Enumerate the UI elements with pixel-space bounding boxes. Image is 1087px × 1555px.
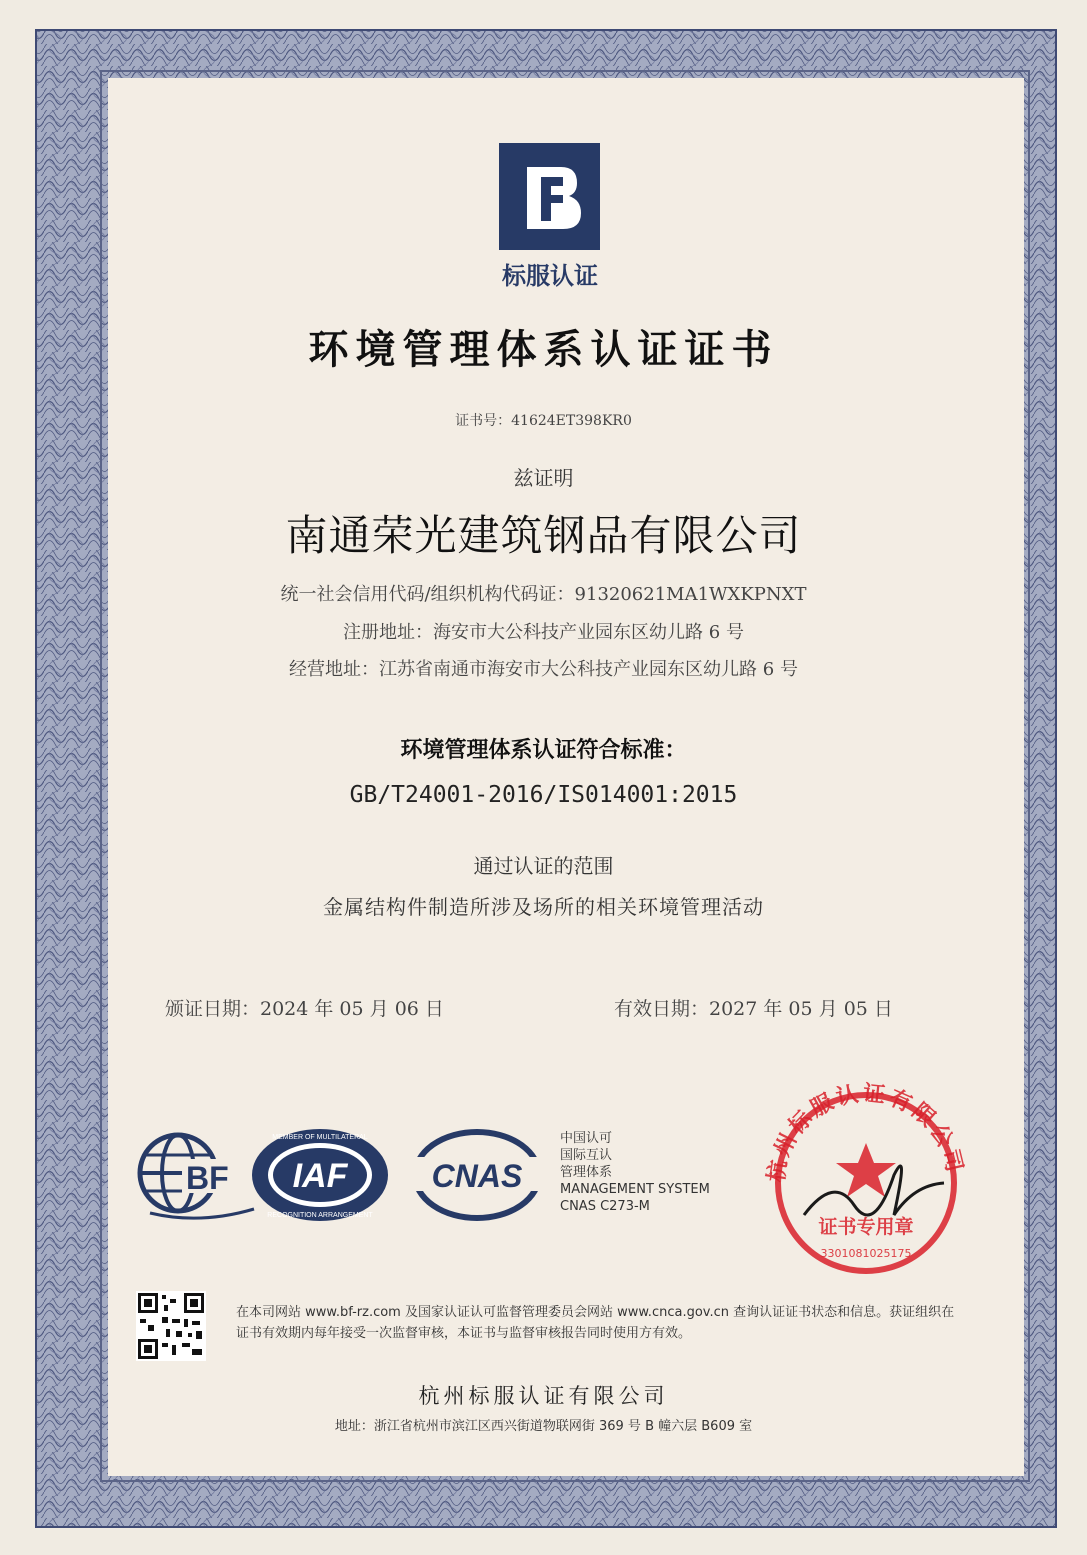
company-name: 南通荣光建筑钢品有限公司: [285, 511, 802, 560]
standard-title: 环境管理体系认证符合标准：: [400, 738, 687, 763]
certificate-number: 证书号：41624ET398KR0: [455, 413, 632, 429]
acc-line-2: 国际互认: [560, 1148, 613, 1163]
acc-line-1: 中国认可: [560, 1131, 613, 1146]
standard-code: GB/T24001-2016/IS014001:2015: [349, 782, 738, 808]
registered-address: 注册地址：海安市大公科技产业园东区幼儿路 6 号: [343, 622, 744, 643]
logo-caption: 标服认证: [502, 262, 598, 290]
acc-line-4: MANAGEMENT SYSTEM: [560, 1182, 710, 1197]
iaf-ring-bottom: RECOGNITION ARRANGEMENT: [267, 1212, 373, 1219]
iaf-logo-icon: [248, 1125, 393, 1225]
verification-notice: 在本司网站 www.bf-rz.com 及国家认证认可监督管理委员会网站 www.cnca.gov.cn 查询认证证书状态和信息。获证组织在证书有效期内每年接受一次监督审核，本证书与监督审核报告同时使用方有效。: [236, 1305, 955, 1341]
credit-code: 统一社会信用代码/组织机构代码证：91320621MA1WXKPNXT: [280, 584, 807, 605]
expiry-date: 有效日期：2027 年 05 月 05 日: [614, 998, 893, 1020]
bf-logo: [499, 143, 600, 250]
cnas-logo-icon: [410, 1125, 545, 1225]
certificate-title: 环境管理体系认证证书: [308, 327, 779, 373]
bf-globe-icon: [130, 1125, 260, 1225]
acc-line-3: 管理体系: [560, 1165, 613, 1180]
seal-arc-text: 杭州标服认证有限公司: [764, 1081, 968, 1184]
iaf-ring-top: MEMBER OF MULTILATERAL: [272, 1134, 368, 1141]
bf-logo-mark-icon: [499, 143, 600, 250]
official-seal-icon: [744, 1065, 984, 1275]
issuer-address: 地址：浙江省杭州市滨江区西兴街道物联网街 369 号 B 幢六层 B609 室: [334, 1419, 753, 1434]
scope-title: 通过认证的范围: [473, 854, 614, 878]
qr-code-icon[interactable]: [136, 1291, 206, 1361]
acc-line-5: CNAS C273-M: [560, 1199, 650, 1214]
hereby-certify: 兹证明: [513, 466, 574, 490]
operating-address: 经营地址：江苏省南通市海安市大公科技产业园东区幼儿路 6 号: [289, 659, 798, 680]
scope-text: 金属结构件制造所涉及场所的相关环境管理活动: [323, 895, 764, 919]
accreditation-text: [560, 1130, 710, 1215]
cnas-label: CNAS: [431, 1158, 523, 1194]
iaf-label: IAF: [292, 1157, 348, 1195]
seal-center-text: 证书专用章: [818, 1216, 914, 1238]
bf-label: BF: [186, 1160, 229, 1196]
seal-number: 3301081025175: [820, 1247, 912, 1260]
issuer-name: 杭州标服认证有限公司: [418, 1384, 669, 1408]
issue-date: 颁证日期：2024 年 05 月 06 日: [165, 998, 444, 1020]
